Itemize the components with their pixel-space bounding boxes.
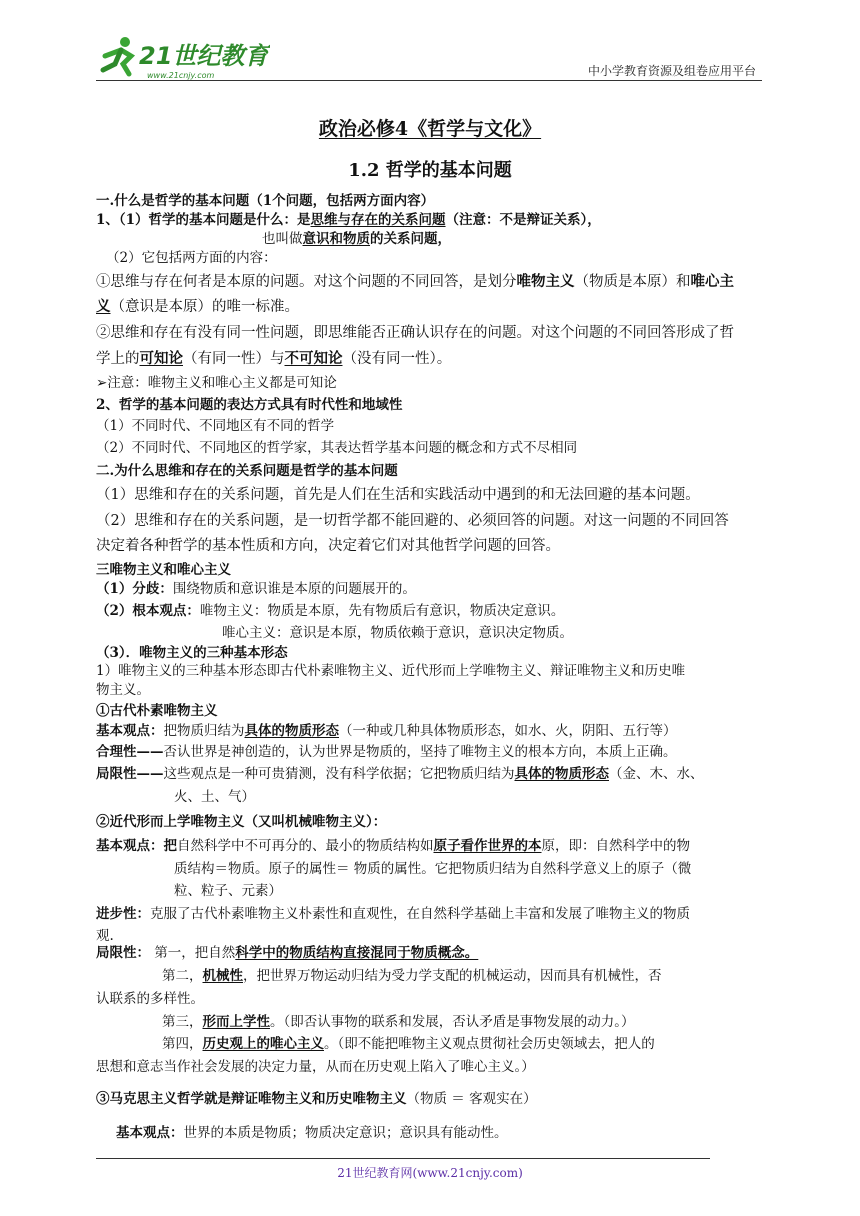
text-line: （2）根本观点：唯物主义：物质是本原，先有物质后有意识，物质决定意识。 xyxy=(96,603,565,619)
site-logo xyxy=(95,34,270,84)
text-line: 思想和意志当作社会发展的决定力量，从而在历史观上陷入了唯心主义。） xyxy=(96,1059,535,1075)
text-line: 认联系的多样性。 xyxy=(96,991,204,1007)
note-line: ➢注意：唯物主义和唯心主义都是可知论 xyxy=(96,375,337,391)
text-line: 义（意识是本原）的唯一标准。 xyxy=(96,298,299,315)
text-line: 第三，形而上学性。（即否认事物的联系和发展，否认矛盾是事物发展的动力。） xyxy=(162,1014,635,1030)
text-line: 质结构＝物质。原子的属性＝ 物质的属性。它把物质归结为自然科学意义上的原子（微 xyxy=(174,861,692,877)
heading-4: 三唯物主义和唯心主义 xyxy=(96,562,231,578)
heading-2: 2、哲学的基本问题的表达方式具有时代性和地域性 xyxy=(96,397,403,413)
text-line: 也叫做意识和物质的关系问题， xyxy=(262,231,451,247)
heading-1: 一.什么是哲学的基本问题（1个问题，包括两方面内容） xyxy=(96,193,435,209)
text-line: （1）思维和存在的关系问题，首先是人们在生活和实践活动中遇到的和无法回避的基本问题。 xyxy=(96,487,700,503)
svg-text:www.21cnjy.com: www.21cnjy.com xyxy=(147,71,215,80)
text-line: 基本观点：世界的本质是物质；物质决定意识；意识具有能动性。 xyxy=(116,1125,508,1141)
text-line: （1）不同时代、不同地区有不同的哲学 xyxy=(96,418,335,434)
text-line: ①思维与存在何者是本原的问题。对这个问题的不同回答，是划分唯物主义（物质是本原）和唯心主 xyxy=(96,273,734,290)
footer-link[interactable]: 21世纪教育网(www.21cnjy.com) xyxy=(337,1166,523,1180)
runner-icon xyxy=(103,37,131,74)
text-line: 1）唯物主义的三种基本形态即古代朴素唯物主义、近代形而上学唯物主义、辩证唯物主义和历史唯 xyxy=(96,663,686,679)
header-divider xyxy=(96,80,762,81)
text-line: 进步性：克服了古代朴素唯物主义朴素性和直观性，在自然科学基础上丰富和发展了唯物主义的物质 xyxy=(96,906,690,922)
text-line: （1）分歧：围绕物质和意识谁是本原的问题展开的。 xyxy=(96,581,416,597)
document-title: 政治必修4《哲学与文化》 xyxy=(318,118,542,140)
heading-5: （3）．唯物主义的三种基本形态 xyxy=(96,645,288,661)
text-line: 基本观点：把物质归结为具体的物质形态（一种或几种具体物质形态，如水、火，阴阳、五行等） xyxy=(96,723,677,739)
text-line: ③马克思主义哲学就是辩证唯物主义和历史唯物主义（物质 ＝ 客观实在） xyxy=(96,1091,537,1107)
text-line: （2）思维和存在的关系问题，是一切哲学都不能回避的、必须回答的问题。对这一问题的不同回答 xyxy=(96,513,729,529)
text-line: 第四，历史观上的唯心主义。（即不能把唯物主义观点贯彻社会历史领域去，把人的 xyxy=(162,1036,655,1052)
text-line: 火、土、气） xyxy=(174,789,255,805)
text-line: ②思维和存在有没有同一性问题，即思维能否正确认识存在的问题。对这个问题的不同回答形成了哲 xyxy=(96,325,734,341)
heading-6: ①古代朴素唯物主义 xyxy=(96,703,218,719)
text-line: 观. xyxy=(96,928,114,944)
svg-text:21世纪教育: 21世纪教育 xyxy=(139,42,269,70)
section-title: 1.2 哲学的基本问题 xyxy=(348,160,512,181)
text-line: 合理性——否认世界是神创造的，认为世界是物质的，坚持了唯物主义的根本方向，本质上正确。 xyxy=(96,744,677,760)
platform-label: 中小学教育资源及组卷应用平台 xyxy=(587,64,756,78)
text-line: 1、（1）哲学的基本问题是什么：是思维与存在的关系问题（注意：不是辩证关系）， xyxy=(96,212,601,228)
heading-7: ②近代形而上学唯物主义（又叫机械唯物主义）： xyxy=(96,814,387,830)
text-line: 唯心主义：意识是本原，物质依赖于意识，意识决定物质。 xyxy=(222,625,573,641)
text-line: 基本观点：把自然科学中不可再分的、最小的物质结构如原子看作世界的本原，即：自然科学中的物 xyxy=(96,838,690,854)
heading-3: 二.为什么思维和存在的关系问题是哲学的基本问题 xyxy=(96,463,398,479)
text-line: 物主义。 xyxy=(96,682,150,698)
text-line: 局限性： 第一，把自然科学中的物质结构直接混同于物质概念。 xyxy=(96,945,479,961)
text-line: 粒、粒子、元素） xyxy=(174,883,282,899)
footer-divider xyxy=(96,1158,710,1159)
text-line: 决定着各种哲学的基本性质和方向，决定着它们对其他哲学问题的回答。 xyxy=(96,538,560,554)
text-line: （2）它包括两方面的内容： xyxy=(106,250,277,266)
text-line: 第二，机械性，把世界万物运动归结为受力学支配的机械运动，因而具有机械性，否 xyxy=(162,968,662,984)
text-line: 局限性——这些观点是一种可贵猜测，没有科学依据；它把物质归结为具体的物质形态（金、木、水、 xyxy=(96,766,704,782)
text-line: （2）不同时代、不同地区的哲学家，其表达哲学基本问题的概念和方式不尽相同 xyxy=(96,440,578,456)
text-line: 学上的可知论（有同一性）与不可知论（没有同一性）。 xyxy=(96,350,452,367)
